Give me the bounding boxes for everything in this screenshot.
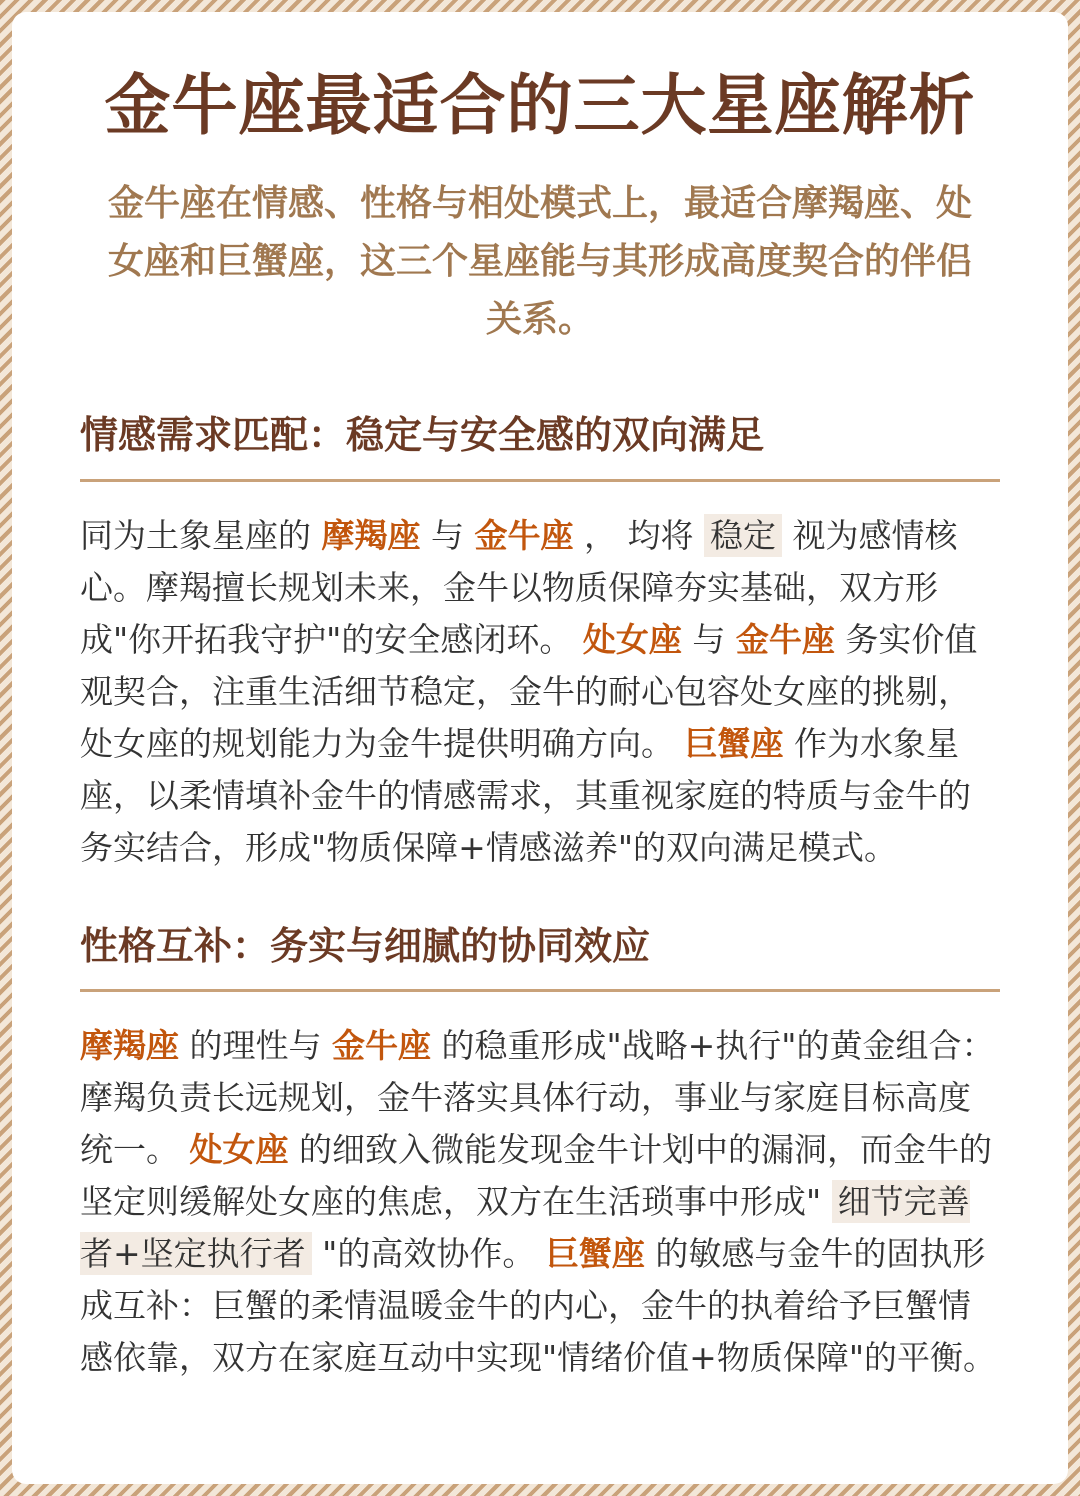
section-heading-emotional: 情感需求匹配：稳定与安全感的双向满足 <box>80 413 765 458</box>
zodiac-highlight: 巨蟹座 <box>684 723 784 763</box>
content-card <box>12 12 1068 1484</box>
section-divider <box>80 479 1000 482</box>
zodiac-highlight: 巨蟹座 <box>545 1233 645 1273</box>
body-text: 作为水象星座，以柔情填补金牛的情感需求，其重视家庭的特质与金牛的务实结合，形成"物质保障+情感滋养"的双向满足模式。 <box>80 723 971 867</box>
zodiac-highlight: 金牛座 <box>331 1025 431 1065</box>
body-text: 的细致入微能发现金牛计划中的漏洞，而金牛的坚定则缓解处女座的焦虑，双方在生活琐事中形成" <box>80 1129 992 1221</box>
body-text: 视为感情核心。摩羯擅长规划未来，金牛以物质保障夯实基础，双方形成"你开拓我守护"的安全感闭环。 <box>80 515 958 659</box>
keyword-highlight: 稳定 <box>704 514 782 557</box>
zodiac-highlight: 处女座 <box>582 619 682 659</box>
body-text: 务实价值观契合，注重生活细节稳定，金牛的耐心包容处女座的挑剔，处女座的规划能力为金牛提供明确方向。 <box>80 619 978 763</box>
zodiac-highlight: 摩羯座 <box>321 515 421 555</box>
page-subtitle: 金牛座在情感、性格与相处模式上，最适合摩羯座、处女座和巨蟹座，这三个星座能与其形成高度契合的伴侣关系。 <box>107 183 972 341</box>
zodiac-highlight: 金牛座 <box>735 619 835 659</box>
section-heading-personality: 性格互补：务实与细腻的协同效应 <box>80 923 651 968</box>
body-text: ， 均将 <box>573 515 704 555</box>
section-body-personality <box>80 1020 1000 1384</box>
body-text: 同为土象星座的 <box>80 515 322 555</box>
body-text: 与 <box>681 619 736 659</box>
body-text: 的稳重形成"战略+执行"的黄金组合：摩羯负责长远规划，金牛落实具体行动，事业与家庭目标高度统一。 <box>80 1025 995 1169</box>
section-divider <box>80 989 1000 992</box>
zodiac-highlight: 金牛座 <box>474 515 574 555</box>
zodiac-highlight: 处女座 <box>189 1129 289 1169</box>
page-title: 金牛座最适合的三大星座解析 <box>104 67 976 144</box>
body-text: 的理性与 <box>179 1025 332 1065</box>
section-body-emotional <box>80 510 1000 874</box>
keyword-highlight: 细节完善者+坚定执行者 <box>80 1181 970 1273</box>
zodiac-highlight: 摩羯座 <box>80 1025 179 1065</box>
body-text: 与 <box>420 515 475 555</box>
body-text: "的高效协作。 <box>311 1233 546 1273</box>
body-text: 的敏感与金牛的固执形成互补：巨蟹的柔情温暖金牛的内心，金牛的执着给予巨蟹情感依靠，双方在家庭互动中实现"情绪价值+物质保障"的平衡。 <box>80 1233 997 1377</box>
